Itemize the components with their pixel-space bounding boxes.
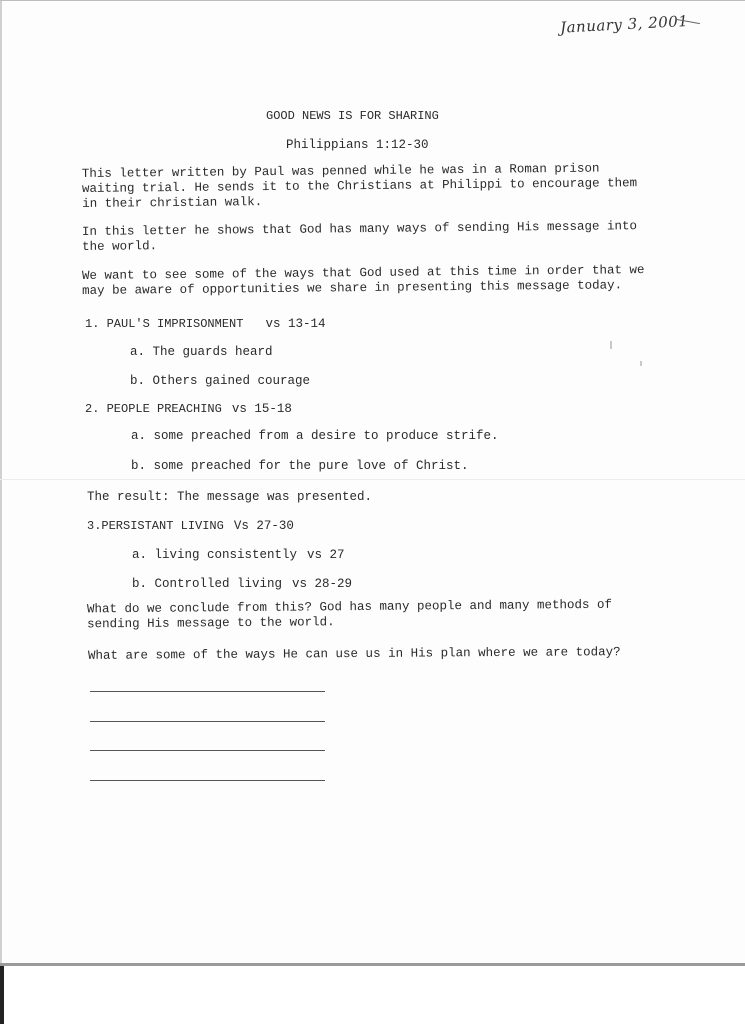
scanner-background (0, 966, 745, 1024)
answer-line (90, 721, 325, 722)
scan-speck (610, 341, 612, 349)
section-point: a. The guards heard (130, 345, 273, 359)
verse-reference: vs 13-14 (265, 317, 326, 331)
section-point (132, 548, 345, 563)
document-title: GOOD NEWS IS FOR SHARING (266, 109, 439, 123)
scripture-reference: Philippians 1:12-30 (286, 138, 429, 152)
conclusion-paragraph: What do we conclude from this? God has many people and many methods of sending His message to the world. (86, 597, 613, 632)
page-edge (0, 1, 2, 966)
section-title: 1. PAUL'S IMPRISONMENT (85, 317, 244, 331)
intro-paragraph: We want to see some of the ways that God used at this time in order that we may be aware of opportunities we share in presenting this message today. (81, 263, 645, 298)
answer-line (90, 750, 325, 751)
verse-reference: Vs 27-30 (233, 519, 294, 533)
verse-reference: vs 28-29 (292, 577, 353, 591)
fold-line (0, 479, 745, 480)
point-text: b. Controlled living (132, 577, 283, 591)
section-point: b. some preached for the pure love of Christ. (131, 459, 469, 473)
handwritten-date: January 3, 2001 (559, 11, 689, 37)
verse-reference: vs 27 (307, 548, 345, 562)
answer-line (90, 780, 325, 781)
intro-paragraph: In this letter he shows that God has many ways of sending His message into the world. (81, 219, 638, 254)
answer-line (90, 691, 325, 692)
section-point (132, 577, 352, 592)
scan-speck (640, 361, 642, 366)
section-point: a. some preached from a desire to produce strife. (131, 429, 499, 443)
question-prompt: What are some of the ways He can use us in His plan where we are today? (87, 645, 621, 663)
point-text: a. living consistently (132, 548, 298, 562)
result-statement: The result: The message was presented. (87, 490, 373, 504)
section-point: b. Others gained courage (130, 374, 311, 388)
section-heading (85, 402, 292, 417)
section-title: 3.PERSISTANT LIVING (87, 519, 224, 533)
section-heading (87, 519, 294, 534)
verse-reference: vs 15-18 (231, 402, 292, 416)
section-title: 2. PEOPLE PREACHING (85, 402, 222, 416)
intro-paragraph: This letter written by Paul was penned while he was in a Roman prison waiting trial. He sends it to the Christians at Philippi to encourage them in their christian walk. (81, 161, 638, 211)
scanner-shadow (0, 966, 4, 1024)
section-heading (85, 317, 325, 332)
